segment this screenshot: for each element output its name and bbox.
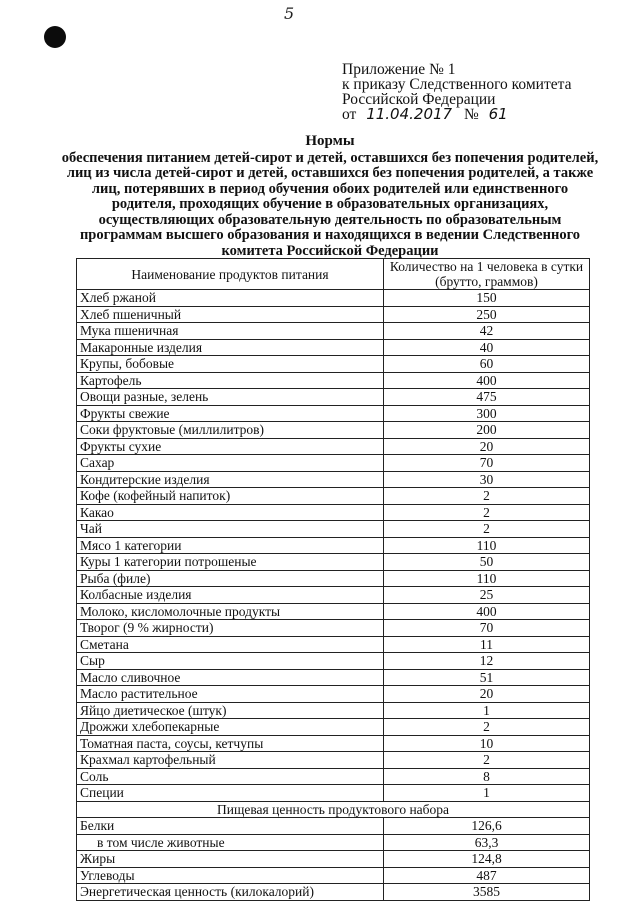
table-row <box>77 785 590 802</box>
product-name-cell: Мука пшеничная <box>77 323 384 340</box>
table-row <box>77 570 590 587</box>
product-name-cell: Яйцо диетическое (штук) <box>77 702 384 719</box>
table-row <box>77 768 590 785</box>
table-row <box>77 752 590 769</box>
appendix-line-2: к приказу Следственного комитета <box>342 76 572 93</box>
table-header-row <box>77 259 590 290</box>
table-row <box>77 290 590 307</box>
quantity-cell: 70 <box>384 620 590 637</box>
quantity-cell: 487 <box>384 867 590 884</box>
product-name-cell: Соль <box>77 768 384 785</box>
product-name-cell: Овощи разные, зелень <box>77 389 384 406</box>
quantity-cell: 20 <box>384 686 590 703</box>
product-name-cell: Куры 1 категории потрошеные <box>77 554 384 571</box>
order-number: 61 <box>488 105 508 123</box>
table-row <box>77 356 590 373</box>
title-body: обеспечения питанием детей-сирот и детей, оставшихся без попечения родителей, лиц из числа детей-сирот и детей, оставшихся без попечения родителей, а также лиц, потерявших в период обучения обоих родителей или единственного родителя, проходящих обучение в образовательных организациях, осуществляющих образовательную деятельность по образовательным программам высшего образования и находящихся в ведении Следственного комитета Российской Федерации <box>61 149 599 259</box>
product-name-cell: Томатная паста, соусы, кетчупы <box>77 735 384 752</box>
product-name-cell: Дрожжи хлебопекарные <box>77 719 384 736</box>
quantity-cell: 250 <box>384 306 590 323</box>
table-row <box>77 702 590 719</box>
punch-hole-mark <box>44 26 66 48</box>
page-number: 5 <box>284 4 295 23</box>
product-name-cell: Картофель <box>77 372 384 389</box>
product-name-cell: Макаронные изделия <box>77 339 384 356</box>
quantity-cell: 150 <box>384 290 590 307</box>
product-name-cell: Рыба (филе) <box>77 570 384 587</box>
quantity-cell: 300 <box>384 405 590 422</box>
quantity-cell: 400 <box>384 603 590 620</box>
quantity-cell: 30 <box>384 471 590 488</box>
quantity-cell: 10 <box>384 735 590 752</box>
table-row <box>77 306 590 323</box>
document-title <box>60 134 600 259</box>
quantity-cell: 126,6 <box>384 818 590 835</box>
nutrition-norms-table <box>76 258 590 901</box>
appendix-block <box>342 62 602 122</box>
quantity-cell: 110 <box>384 537 590 554</box>
product-name-cell: Мясо 1 категории <box>77 537 384 554</box>
table-body <box>77 290 590 901</box>
product-name-cell: Хлеб ржаной <box>77 290 384 307</box>
quantity-cell: 60 <box>384 356 590 373</box>
product-name-cell: Кофе (кофейный напиток) <box>77 488 384 505</box>
quantity-cell: 3585 <box>384 884 590 901</box>
quantity-cell: 51 <box>384 669 590 686</box>
quantity-cell: 11 <box>384 636 590 653</box>
product-name-cell: Молоко, кисломолочные продукты <box>77 603 384 620</box>
table-row <box>77 521 590 538</box>
appendix-line-1: Приложение № 1 <box>342 61 456 78</box>
product-name-cell: Масло сливочное <box>77 669 384 686</box>
table-row <box>77 471 590 488</box>
table-row <box>77 669 590 686</box>
table-row <box>77 323 590 340</box>
quantity-cell: 2 <box>384 488 590 505</box>
table-row <box>77 389 590 406</box>
quantity-cell: 1 <box>384 785 590 802</box>
table-row <box>77 884 590 901</box>
table-row <box>77 686 590 703</box>
product-name-cell: Чай <box>77 521 384 538</box>
header-quantity: Количество на 1 человека в сутки (брутто, граммов) <box>384 259 590 290</box>
product-name-cell: Сыр <box>77 653 384 670</box>
nutrition-section-header: Пищевая ценность продуктового набора <box>77 801 590 818</box>
quantity-cell: 124,8 <box>384 851 590 868</box>
product-name-cell: Масло растительное <box>77 686 384 703</box>
product-name-cell: Фрукты сухие <box>77 438 384 455</box>
appendix-date-line <box>342 107 602 122</box>
quantity-cell: 475 <box>384 389 590 406</box>
product-name-cell: Кондитерские изделия <box>77 471 384 488</box>
quantity-cell: 50 <box>384 554 590 571</box>
product-name-cell: Углеводы <box>77 867 384 884</box>
product-name-cell: Крахмал картофельный <box>77 752 384 769</box>
quantity-cell: 2 <box>384 521 590 538</box>
number-prefix: № <box>463 106 479 123</box>
order-date: 11.04.2017 <box>366 105 453 123</box>
quantity-cell: 2 <box>384 504 590 521</box>
table-row <box>77 504 590 521</box>
table-row <box>77 636 590 653</box>
quantity-cell: 2 <box>384 719 590 736</box>
product-name-cell: Колбасные изделия <box>77 587 384 604</box>
product-name-cell: Жиры <box>77 851 384 868</box>
nutrition-section-row <box>77 801 590 818</box>
quantity-cell: 2 <box>384 752 590 769</box>
quantity-cell: 20 <box>384 438 590 455</box>
table-row <box>77 438 590 455</box>
product-name-cell: Творог (9 % жирности) <box>77 620 384 637</box>
quantity-cell: 400 <box>384 372 590 389</box>
quantity-cell: 25 <box>384 587 590 604</box>
table-row <box>77 339 590 356</box>
quantity-cell: 12 <box>384 653 590 670</box>
product-name-cell: Какао <box>77 504 384 521</box>
quantity-cell: 42 <box>384 323 590 340</box>
table-row <box>77 735 590 752</box>
table-row <box>77 455 590 472</box>
product-name-cell: в том числе животные <box>77 834 384 851</box>
product-name-cell: Специи <box>77 785 384 802</box>
header-product-name: Наименование продуктов питания <box>77 259 384 290</box>
quantity-cell: 8 <box>384 768 590 785</box>
table-row <box>77 554 590 571</box>
quantity-cell: 110 <box>384 570 590 587</box>
table-row <box>77 405 590 422</box>
date-prefix: от <box>342 106 357 123</box>
quantity-cell: 70 <box>384 455 590 472</box>
product-name-cell: Хлеб пшеничный <box>77 306 384 323</box>
table-row <box>77 818 590 835</box>
table-row <box>77 372 590 389</box>
table-row <box>77 537 590 554</box>
product-name-cell: Белки <box>77 818 384 835</box>
table-row <box>77 620 590 637</box>
table-row <box>77 851 590 868</box>
table-row <box>77 653 590 670</box>
table-row <box>77 422 590 439</box>
product-name-cell: Соки фруктовые (миллилитров) <box>77 422 384 439</box>
product-name-cell: Сметана <box>77 636 384 653</box>
title-heading: Нормы <box>305 133 355 149</box>
quantity-cell: 200 <box>384 422 590 439</box>
product-name-cell: Энергетическая ценность (килокалорий) <box>77 884 384 901</box>
table-row <box>77 834 590 851</box>
quantity-cell: 1 <box>384 702 590 719</box>
table-row <box>77 867 590 884</box>
product-name-cell: Фрукты свежие <box>77 405 384 422</box>
product-name-cell: Сахар <box>77 455 384 472</box>
quantity-cell: 63,3 <box>384 834 590 851</box>
table-row <box>77 488 590 505</box>
table-row <box>77 719 590 736</box>
table-row <box>77 603 590 620</box>
table-row <box>77 587 590 604</box>
quantity-cell: 40 <box>384 339 590 356</box>
appendix-line-3: Российской Федерации <box>342 91 496 108</box>
product-name-cell: Крупы, бобовые <box>77 356 384 373</box>
